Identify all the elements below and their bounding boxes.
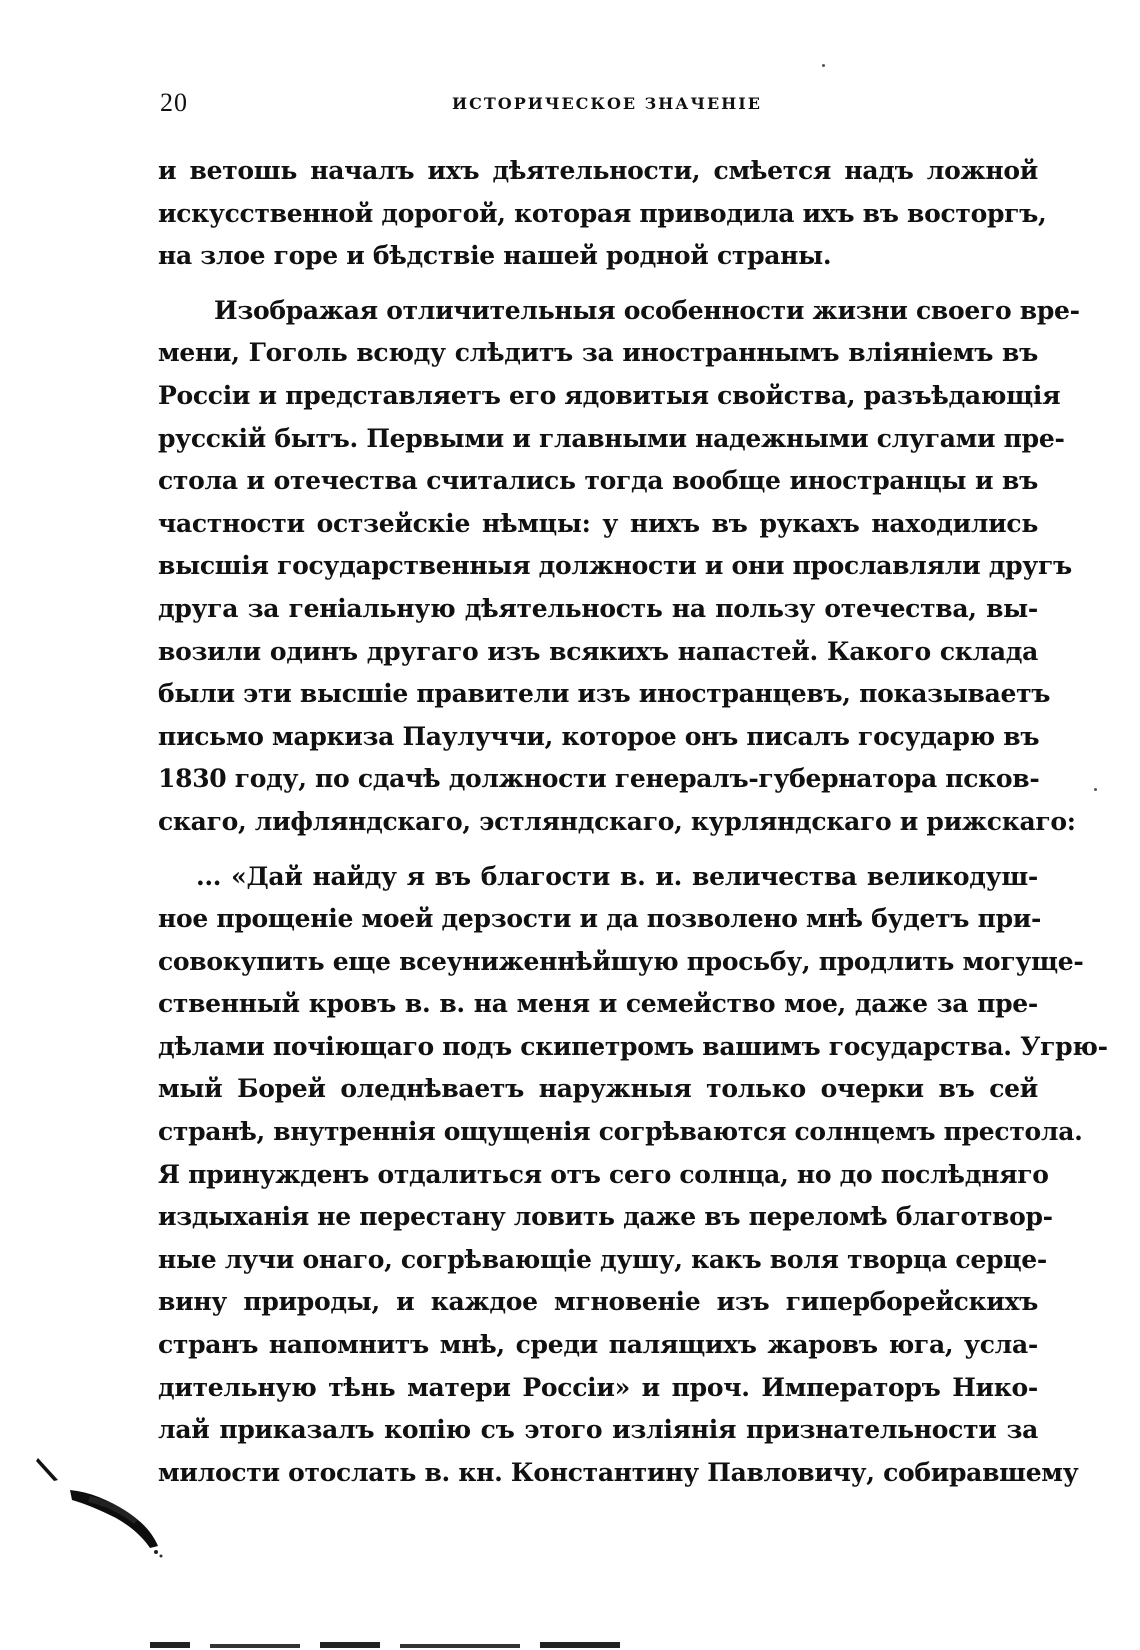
text-line: частности остзейскіе нѣмцы: у нихъ въ рукахъ находились (158, 508, 1038, 538)
ink-smudge (30, 1450, 180, 1560)
text-line: дительную тѣнь матери Россіи» и проч. Императоръ Нико- (158, 1372, 1038, 1402)
text-line: 1830 году, по сдачѣ должности генералъ-губернатора псков- (158, 764, 1040, 794)
text-line: ные лучи онаго, согрѣвающіе душу, какъ воля творца серце- (158, 1244, 1047, 1274)
text-line: странѣ, внутреннія ощущенія согрѣваются солнцемъ престола. (158, 1117, 1083, 1147)
body-text (158, 150, 1108, 1494)
text-line: возили одинъ другаго изъ всякихъ напастей. Какого склада (158, 636, 1038, 666)
text-line: дѣлами почіющаго подъ скипетромъ вашимъ государства. Угрю- (158, 1031, 1108, 1061)
scan-dust (822, 64, 825, 67)
text-line: стола и отечества считались тогда вообще иностранцы и въ (158, 466, 1038, 496)
paragraph-1 (158, 150, 1047, 278)
page-header (160, 88, 1036, 128)
running-title: ИСТОРИЧЕСКОЕ ЗНАЧЕНІЕ (452, 94, 762, 113)
text-line: Я принужденъ отдалиться отъ сего солнца, но до послѣдняго (158, 1159, 1049, 1189)
text-line: друга за геніальную дѣятельность на пользу отечества, вы- (158, 593, 1038, 623)
cut-off-line (150, 1624, 670, 1650)
text-line: и ветошь началъ ихъ дѣятельности, смѣется надъ ложной (158, 156, 1038, 185)
scan-dust (1094, 788, 1097, 791)
paragraph-3-quote (158, 856, 1108, 1495)
text-line: Изображая отличительныя особенности жизни своего вре- (214, 295, 1080, 325)
text-line: ственный кровъ в. в. на меня и семейство мое, даже за пре- (158, 989, 1038, 1019)
text-line: лай приказалъ копію съ этого изліянія признательности за (158, 1415, 1038, 1445)
text-line: странъ напомнитъ мнѣ, среди палящихъ жаровъ юга, усла- (158, 1330, 1038, 1360)
text-line: мени, Гоголь всюду слѣдитъ за иностраннымъ вліяніемъ въ (158, 338, 1038, 368)
text-line: мый Борей оледнѣваетъ наружныя только очерки въ сей (158, 1074, 1038, 1104)
page-number: 20 (160, 88, 188, 117)
text-line: вину природы, и каждое мгновеніе изъ гиперборейскихъ (158, 1287, 1038, 1317)
text-line: милости отослать в. кн. Константину Павловичу, собиравшему (158, 1457, 1079, 1487)
text-line: высшія государственныя должности и они прославляли другъ (158, 551, 1072, 581)
text-line: скаго, лифляндскаго, эстляндскаго, курляндскаго и рижскаго: (158, 806, 1076, 836)
text-line: письмо маркиза Паулуччи, которое онъ писалъ государю въ (158, 721, 1040, 751)
text-line: совокупить еще всеуниженнѣйшую просьбу, продлить могуще- (158, 946, 1084, 976)
text-line: ное прощеніе моей дерзости и да позволено мнѣ будетъ при- (158, 904, 1042, 934)
text-line: на злое горе и бѣдствіе нашей родной страны. (158, 241, 832, 271)
paragraph-2 (158, 290, 1080, 844)
text-line: ... «Дай найду я въ благости в. и. величества великодуш- (196, 861, 1038, 891)
text-line: издыханія не перестану ловить даже въ переломѣ благотвор- (158, 1202, 1053, 1232)
text-line: Россіи и представляетъ его ядовитыя свойства, разъѣдающія (158, 380, 1061, 410)
text-line: были эти высшіе правители изъ иностранцевъ, показываетъ (158, 679, 1051, 709)
text-line: искусственной дорогой, которая приводила ихъ въ восторгъ, (158, 198, 1047, 228)
text-line: русскій бытъ. Первыми и главными надежными слугами пре- (158, 423, 1065, 453)
